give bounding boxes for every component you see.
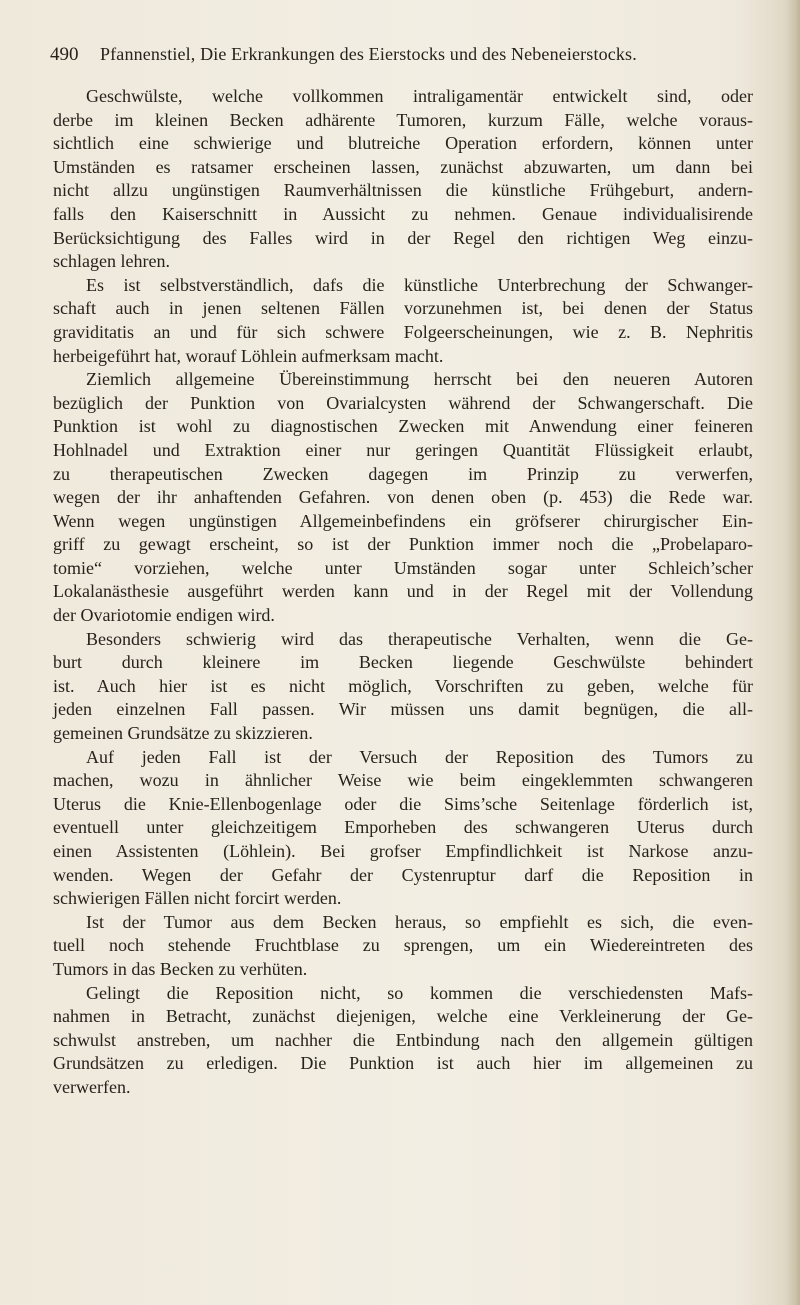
- text-line: Umständen es ratsamer erscheinen lassen, zunächst abzuwarten, um dann bei: [53, 156, 753, 177]
- page-number: 490: [50, 44, 79, 65]
- text-line: Grundsätzen zu erledigen. Die Punktion ist auch hier im allgemeinen zu: [53, 1053, 753, 1074]
- text-line: graviditatis an und für sich schwere Folgeerscheinungen, wie z. B. Nephritis: [53, 321, 753, 342]
- text-line: Uterus die Knie-Ellenbogenlage oder die Sims’sche Seitenlage förderlich ist,: [53, 793, 753, 814]
- text-line: tomie“ vorziehen, welche unter Umständen sogar unter Schleich’scher: [53, 557, 753, 578]
- paragraph: [53, 628, 753, 746]
- text-line: zu therapeutischen Zwecken dagegen im Prinzip zu verwerfen,: [53, 463, 753, 484]
- text-line: nicht allzu ungünstigen Raumverhältnissen die künstliche Frühgeburt, andern-: [53, 180, 753, 201]
- text-line: wegen der ihr anhaftenden Gefahren. von denen oben (p. 453) die Rede war.: [53, 487, 753, 508]
- text-line: burt durch kleinere im Becken liegende Geschwülste behindert: [53, 652, 753, 673]
- paragraph: [53, 85, 753, 274]
- text-line: Tumors in das Becken zu verhüten.: [53, 958, 308, 979]
- text-line: Gelingt die Reposition nicht, so kommen die verschiedensten Mafs-: [86, 982, 753, 1003]
- page-edge-shadow: [786, 0, 800, 1305]
- text-line: Ist der Tumor aus dem Becken heraus, so empfiehlt es sich, die even-: [86, 911, 753, 932]
- text-line: Hohlnadel und Extraktion einer nur geringen Quantität Flüssigkeit erlaubt,: [53, 439, 753, 460]
- text-line: Berücksichtigung des Falles wird in der Regel den richtigen Weg einzu-: [53, 227, 753, 248]
- paragraph: [53, 746, 753, 911]
- paragraph: [53, 982, 753, 1100]
- text-line: tuell noch stehende Fruchtblase zu sprengen, um ein Wiedereintreten des: [53, 935, 753, 956]
- text-line: schlagen lehren.: [53, 251, 170, 272]
- text-line: wenden. Wegen der Gefahr der Cystenruptur darf die Reposition in: [53, 864, 753, 885]
- text-line: einen Assistenten (Löhlein). Bei grofser Empfindlichkeit ist Narkose anzu-: [53, 841, 753, 861]
- text-line: schwierigen Fällen nicht forcirt werden.: [53, 888, 342, 909]
- running-head: Pfannenstiel, Die Erkrankungen des Eierstocks und des Nebeneierstocks.: [100, 44, 637, 64]
- text-line: jeden einzelnen Fall passen. Wir müssen uns damit begnügen, die all-: [53, 699, 753, 720]
- page-header: [50, 43, 750, 66]
- text-line: Es ist selbstverständlich, dafs die künstliche Unterbrechung der Schwanger-: [86, 274, 753, 295]
- text-line: derbe im kleinen Becken adhärente Tumoren, kurzum Fälle, welche voraus-: [53, 109, 753, 130]
- text-line: machen, wozu in ähnlicher Weise wie beim eingeklemmten schwangeren: [53, 770, 753, 791]
- text-line: Auf jeden Fall ist der Versuch der Reposition des Tumors zu: [86, 746, 753, 767]
- text-line: herbeigeführt hat, worauf Löhlein aufmerksam macht.: [53, 345, 444, 366]
- text-line: falls den Kaiserschnitt in Aussicht zu nehmen. Genaue individualisirende: [53, 203, 753, 224]
- text-line: ist. Auch hier ist es nicht möglich, Vorschriften zu geben, welche für: [53, 675, 753, 696]
- text-line: Besonders schwierig wird das therapeutische Verhalten, wenn die Ge-: [86, 628, 753, 649]
- paragraph: [53, 911, 753, 982]
- text-line: nahmen in Betracht, zunächst diejenigen, welche eine Verkleinerung der Ge-: [53, 1006, 753, 1027]
- paragraph: [53, 368, 753, 628]
- text-line: der Ovariotomie endigen wird.: [53, 605, 275, 626]
- text-line: verwerfen.: [53, 1076, 131, 1097]
- text-line: sichtlich eine schwierige und blutreiche Operation erfordern, können unter: [53, 133, 753, 154]
- body-text: [53, 85, 753, 1100]
- text-line: Geschwülste, welche vollkommen intraligamentär entwickelt sind, oder: [86, 86, 753, 106]
- text-line: Ziemlich allgemeine Übereinstimmung herrscht bei den neueren Autoren: [86, 369, 753, 390]
- text-line: schaft auch in jenen seltenen Fällen vorzunehmen ist, bei denen der Status: [53, 298, 753, 319]
- text-line: gemeinen Grundsätze zu skizzieren.: [53, 723, 313, 744]
- text-line: Lokalanästhesie ausgeführt werden kann und in der Regel mit der Vollendung: [53, 581, 753, 602]
- text-line: schwulst anstreben, um nachher die Entbindung nach den allgemein gültigen: [53, 1029, 753, 1050]
- paragraph: [53, 274, 753, 368]
- text-line: Punktion ist wohl zu diagnostischen Zwecken mit Anwendung einer feineren: [53, 416, 753, 437]
- text-line: griff zu gewagt erscheint, so ist der Punktion immer noch die „Probelaparo-: [53, 534, 753, 555]
- text-line: bezüglich der Punktion von Ovarialcysten während der Schwangerschaft. Die: [53, 392, 753, 413]
- text-line: Wenn wegen ungünstigen Allgemeinbefindens ein gröfserer chirurgischer Ein-: [53, 510, 753, 531]
- text-line: eventuell unter gleichzeitigem Emporheben des schwangeren Uterus durch: [53, 817, 753, 838]
